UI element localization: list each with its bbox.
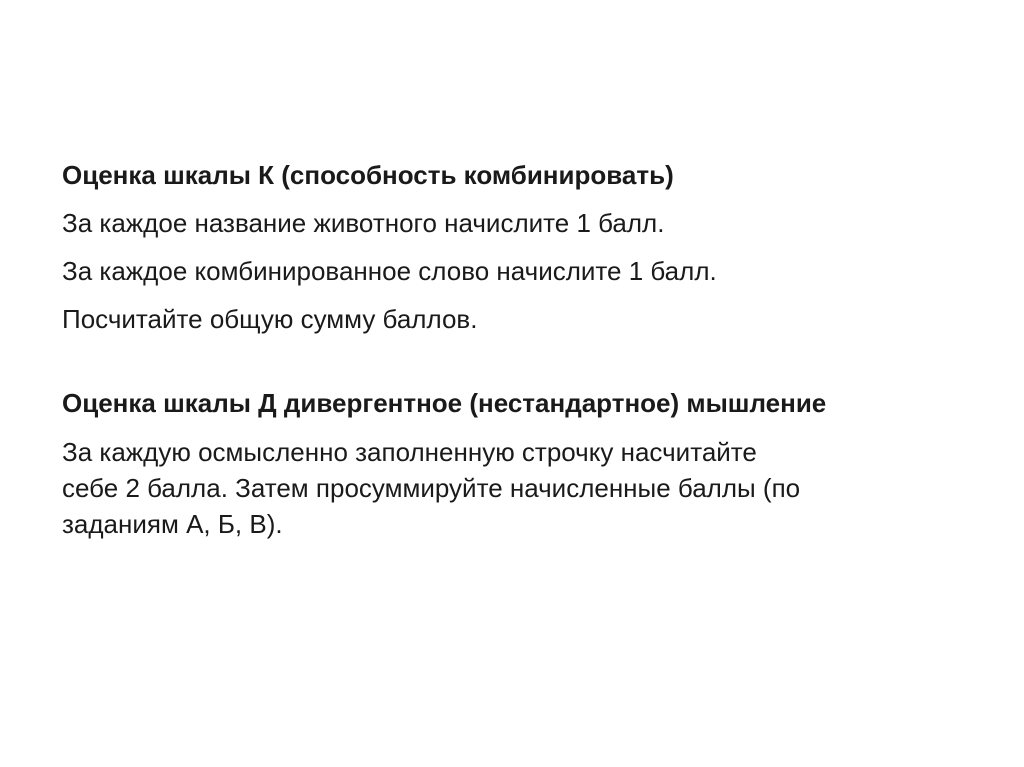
section-k-heading: Оценка шкалы К (способность комбинировать) [62,160,674,190]
section-k-line: За каждое комбинированное слово начислите 1 балл. [62,256,717,286]
section-d-heading: Оценка шкалы Д дивергентное (нестандартное) мышление [62,388,827,418]
section-d-line: себе 2 балла. Затем просуммируйте начисленные баллы (по [62,473,801,503]
section-d-line: заданиям А, Б, В). [62,509,283,539]
slide-content [62,158,962,542]
section-k-line: Посчитайте общую сумму баллов. [62,304,478,334]
section-k-line: За каждое название животного начислите 1 балл. [62,208,665,238]
section-d-line: За каждую осмысленно заполненную строчку насчитайте [62,437,757,467]
section-spacer [62,350,962,386]
